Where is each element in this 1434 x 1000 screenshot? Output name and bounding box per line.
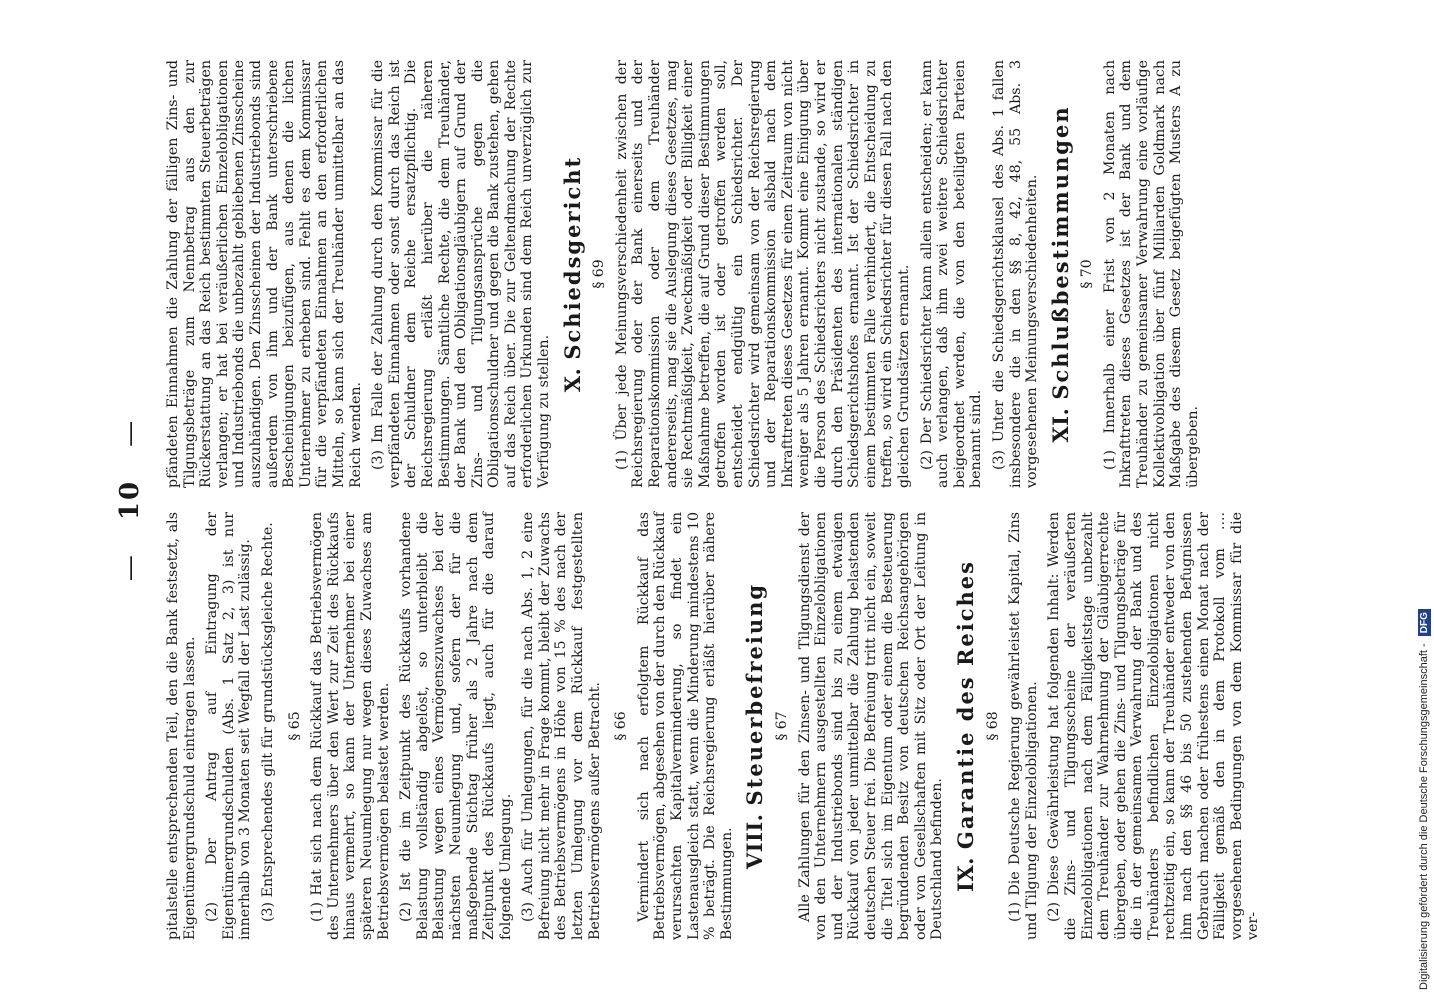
dfg-logo: DFG (1418, 609, 1431, 636)
paragraph-number: § 66 (613, 711, 630, 741)
right-column (165, 60, 1207, 488)
paragraph: (1) Über jede Meinungsverschiedenheit zwischen der Reichsregierung oder der Bank einerseits und der Reparationskommission oder dem Treuhänder andererseits, mag sie die Auslegung dieses Gesetzes, mag sie Rechtmäßigkeit, Zweckmäßigkeit oder Billigkeit einer Maßnahme betreffen, die auf Grund dieser Bestimmungen getroffen worden ist oder getroffen werden soll, entscheidet endgültig ein Schiedsrichter. Der Schiedsrichter wird gemeinsam von der Reichsregierung und der Reparationskommission alsbald nach dem Inkrafttreten dieses Gesetzes für einen Zeitraum von nicht weniger als 5 Jahren ernannt. Kommt eine Einigung über die Person des Schiedsrichters nicht zustande, so wird er durch den Präsidenten des internationalen ständigen Schiedsgerichtshofes ernannt. Ist der Schiedsrichter in einem bestimmten Falle verhindert, die Entscheidung zu treffen, so wird ein Schiedsrichter für diesen Fall nach den gleichen Grundsätzen ernannt. (613, 60, 912, 488)
page-number: 10 (115, 479, 145, 521)
paragraph: (2) Der Antrag auf Eintragung der Eigentümergrundschulden (Abs. 1 Satz 2, 3) ist nur innerhalb von 3 Monaten seit Wegfall der Last zulässig. (204, 512, 254, 940)
section-title: Schlußbestimmungen (1047, 105, 1073, 400)
paragraph: (2) Diese Gewährleistung hat folgenden Inhalt: Werden die Zins- und Tilgungsscheine der veräußerten Einzelobligationen nach dem Fälligkeitstage unbezahlt dem Treuhänder zur Wahrnehmung der Gläubigerrechte übergeben, oder gehen die Zins- und Tilgungsbeträge für die in der gemeinsamen Verwahrung der Bank und des Treuhänders befindlichen Einzelobligationen nicht rechtzeitig ein, so kann der Treuhänder entweder von den ihm nach den §§ 46 bis 50 zustehenden Befugnissen Gebrauch machen oder frühestens einen Monat nach der Fälligkeit gemäß den in dem Protokoll vom .... vorgesehenen Bedingungen von dem Kommissar für die ver- (1046, 512, 1262, 940)
section-title: Steuerbefreiung (742, 582, 768, 806)
section-title: Schiedsgericht (559, 155, 585, 360)
paragraph: (2) Der Schiedsrichter kann allein entscheiden; er kann auch verlangen, daß ihm zwei weitere Schiedsrichter beigeordnet werden, die von den beteiligten Parteien benannt sind. (918, 60, 985, 488)
paragraph: pfändeten Einnahmen die Zahlung der fälligen Zins- und Tilgungsbeträge zum Nennbetrag aus den zur Rückerstattung an das Reich bestimmten Steuerbeträgen verlangen; er hat bei veräußerlichen Einzelobligationen und Industriebonds die unbezahlt gebliebenen Zinsscheine auszuhändigen. Den Zinsscheinen der Industriebonds sind außerdem von ihm und der Bank unterschriebene Bescheinigungen beizufügen, aus denen die lichen Unternehmer zu erheben sind. Fehlt es dem Kommissar für die verpfändeten Einnahmen an den erforderlichen Mitteln, so kann sich der Treuhänder unmittelbar an das Reich wenden. (165, 60, 364, 488)
left-column (165, 512, 1268, 940)
paragraph-number: § 70 (1079, 259, 1096, 289)
rotated-page-content (115, 60, 1365, 940)
section-number: XI. (1047, 407, 1073, 443)
paragraph-number: § 67 (774, 711, 790, 741)
paragraph: Alle Zahlungen für den Zinsen- und Tilgungsdienst der von den Unternehmern ausgestellten Einzelobligationen und der Industriebonds sind bis zu einem etwaigen Rückkauf von jeder unmittelbar die Zahlung belastenden deutschen Steuer frei. Die Befreiung tritt nicht ein, soweit die Titel sich im Eigentum oder einem die Besteuerung begründenden Besitz von deutschen Reichsangehörigen oder von Gesellschaften mit Sitz oder Ort der Leitung in Deutschland befinden. (796, 512, 946, 940)
paragraph: Vermindert sich nach erfolgtem Rückkauf das Betriebsvermögen, abgesehen von der durch den Rückkauf verursachten Kapitalverminderung, so findet ein Lastenausgleich statt, wenn die Minderung mindestens 10 % beträgt. Die Reichsregierung erläßt hierüber nähere Bestimmungen. (635, 512, 735, 940)
header-dash-left: — (115, 553, 145, 582)
paragraph-number: § 69 (591, 259, 608, 289)
header-dash-right: — (115, 418, 145, 447)
section-heading (742, 512, 768, 940)
section-heading (559, 60, 585, 488)
paragraph: (1) Innerhalb einer Frist von 2 Monaten nach Inkrafttreten dieses Gesetzes ist der Bank und dem Treuhänder zu gemeinsamer Verwahrung eine vorläufige Kollektivobligation über fünf Milliarden Goldmark nach Maßgabe des diesem Gesetz beigefügten Musters A zu übergeben. (1101, 60, 1201, 488)
section-heading (1047, 60, 1073, 488)
paragraph: (3) Im Falle der Zahlung durch den Kommissar für die verpfändeten Einnahmen oder sonst durch das Reich ist der Schuldner dem Reiche ersatzpflichtig. Die Reichsregierung erläßt hierüber die näheren Bestimmungen. Sämtliche Rechte, die dem Treuhänder, der Bank und den Obligationsgläubigern auf Grund der Zins- und Tilgungsansprüche gegen die Obligationsschuldner und gegen die Bank zustehen, gehen auf das Reich über. Die zur Geltendmachung der Rechte erforderlichen Urkunden sind dem Reich unverzüglich zur Verfügung zu stellen. (370, 60, 553, 488)
paragraph: (2) Ist die im Zeitpunkt des Rückkaufs vorhandene Belastung vollständig abgelöst, so unterbleibt die Belastung wegen eines Vermögenszuwachses bei der nächsten Neuumlegung und, sofern der für die maßgebende Stichtag früher als 2 Jahre nach dem Zeitpunkt des Rückkaufs liegt, auch für die darauf folgende Umlegung. (398, 512, 514, 940)
paragraph: pitalstelle entsprechenden Teil, den die Bank festsetzt, als Eigentümergrundschuld eintragen lassen. (165, 512, 198, 940)
section-title: Garantie des Reiches (952, 560, 978, 850)
paragraph: (3) Unter die Schiedsgerichtsklausel des Abs. 1 fallen insbesondere die in den §§ 8, 42, 48, 55 Abs. 3 vorgesehenen Meinungsverschiedenheiten. (990, 60, 1041, 488)
page-header (115, 60, 155, 940)
section-number: VIII. (742, 813, 768, 870)
paragraph: (1) Die Deutsche Regierung gewährleistet Kapital, Zins und Tilgung der Einzelobligationen. (1007, 512, 1040, 940)
paragraph: (1) Hat sich nach dem Rückkauf das Betriebsvermögen des Unternehmers über den Wert zur Zeit des Rückkaufs hinaus vermehrt, so kann der Unternehmer bei einer späteren Neuumlegung nur wegen dieses Zuwachses am Betriebsvermögen belastet werden. (309, 512, 392, 940)
paragraph: (3) Entsprechendes gilt für grundstücksgleiche Rechte. (259, 522, 276, 922)
digitization-note-text: Digitalisierung gefördert durch die Deutsche Forschungsgemeinschaft - (1418, 643, 1430, 990)
digitization-note (1418, 609, 1431, 990)
section-heading (952, 512, 978, 940)
section-number: X. (559, 367, 585, 393)
paragraph: (3) Auch für Umlegungen, für die nach Abs. 1, 2 eine Befreiung nicht mehr in Frage kommt, bleibt der Zuwachs des Betriebsvermögens in Höhe von 15 % des nach der letzten Umlegung vor dem Rückkauf festgestellten Betriebsvermögens außer Betracht. (520, 512, 603, 940)
paragraph-number: § 68 (984, 711, 1001, 741)
section-number: IX. (952, 857, 978, 892)
paragraph-number: § 65 (286, 711, 303, 741)
